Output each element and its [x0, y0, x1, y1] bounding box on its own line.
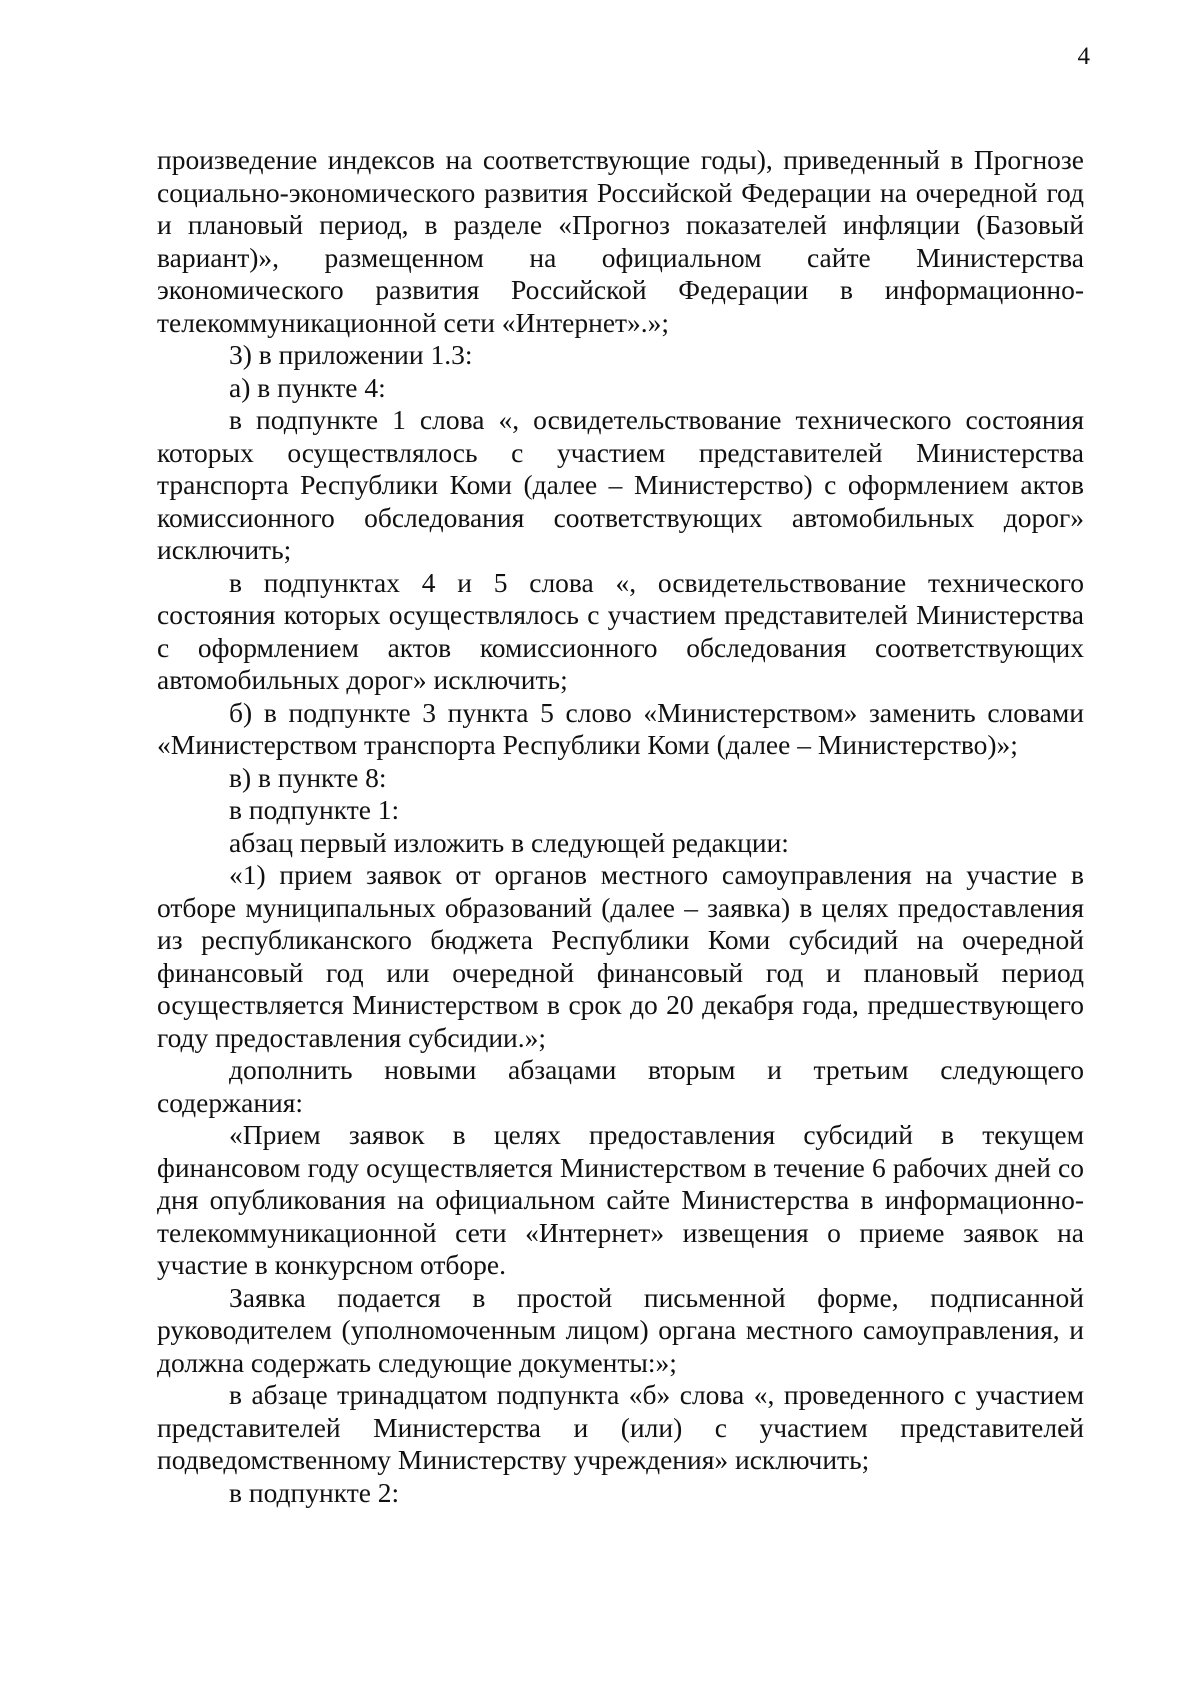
- paragraph: в подпункте 1:: [229, 794, 400, 825]
- paragraph: а) в пункте 4:: [229, 371, 386, 403]
- paragraph: в подпункте 1 слова «, освидетельствование технического состояния которых осуществлялось с участием представителей Министерства транспорта Республики Коми (далее – Министерство) с оформлением актов комиссионного обследования соответствующих автомобильных дорог» исключить;: [157, 404, 1084, 565]
- paragraph: абзац первый изложить в следующей редакции:: [229, 826, 789, 858]
- paragraph: б) в подпункте 3 пункта 5 слово «Министерством» заменить словами «Министерством транспорта Республики Коми (далее – Министерство)»;: [157, 696, 1084, 760]
- paragraph: Заявка подается в простой письменной форме, подписанной руководителем (уполномоченным лицом) органа местного самоуправления, и должна содержать следующие документы:»;: [157, 1281, 1084, 1378]
- paragraph: в подпунктах 4 и 5 слова «, освидетельствование технического состояния которых осуществлялось с участием представителей Министерства с оформлением актов комиссионного обследования соответствующих автомобильных дорог» исключить;: [157, 566, 1084, 695]
- paragraph: произведение индексов на соответствующие годы), приведенный в Прогнозе социально-экономического развития Российской Федерации на очередной год и плановый период, в разделе «Прогноз показателей инфляции (Базовый вариант)», размещенном на официальном сайте Министерства экономического развития Российской Федерации в информационно-телекоммуникационной сети «Интернет».»;: [157, 144, 1084, 338]
- paragraph: «Прием заявок в целях предоставления субсидий в текущем финансовом году осуществляется Министерством в течение 6 рабочих дней со дня опубликования на официальном сайте Министерства в информационно-телекоммуникационной сети «Интернет» извещения о приеме заявок на участие в конкурсном отборе.: [157, 1119, 1084, 1280]
- paragraph: в) в пункте 8:: [229, 761, 387, 793]
- paragraph: дополнить новыми абзацами вторым и третьим следующего содержания:: [157, 1054, 1084, 1118]
- paragraph: 3) в приложении 1.3:: [229, 339, 473, 370]
- paragraph: в абзаце тринадцатом подпункта «б» слова «, проведенного с участием представителей Министерства и (или) с участием представителей подведомственному Министерству учреждения» исключить;: [157, 1379, 1084, 1475]
- document-body: [157, 144, 1084, 1509]
- paragraph: в подпункте 2:: [229, 1476, 400, 1508]
- page-number: 4: [1077, 43, 1090, 70]
- paragraph: «1) прием заявок от органов местного самоуправления на участие в отборе муниципальных образований (далее – заявка) в целях предоставления из республиканского бюджета Республики Коми субсидий на очередной финансовый год или очередной финансовый год и плановый период осуществляется Министерством в срок до 20 декабря года, предшествующего году предоставления субсидии.»;: [157, 859, 1084, 1053]
